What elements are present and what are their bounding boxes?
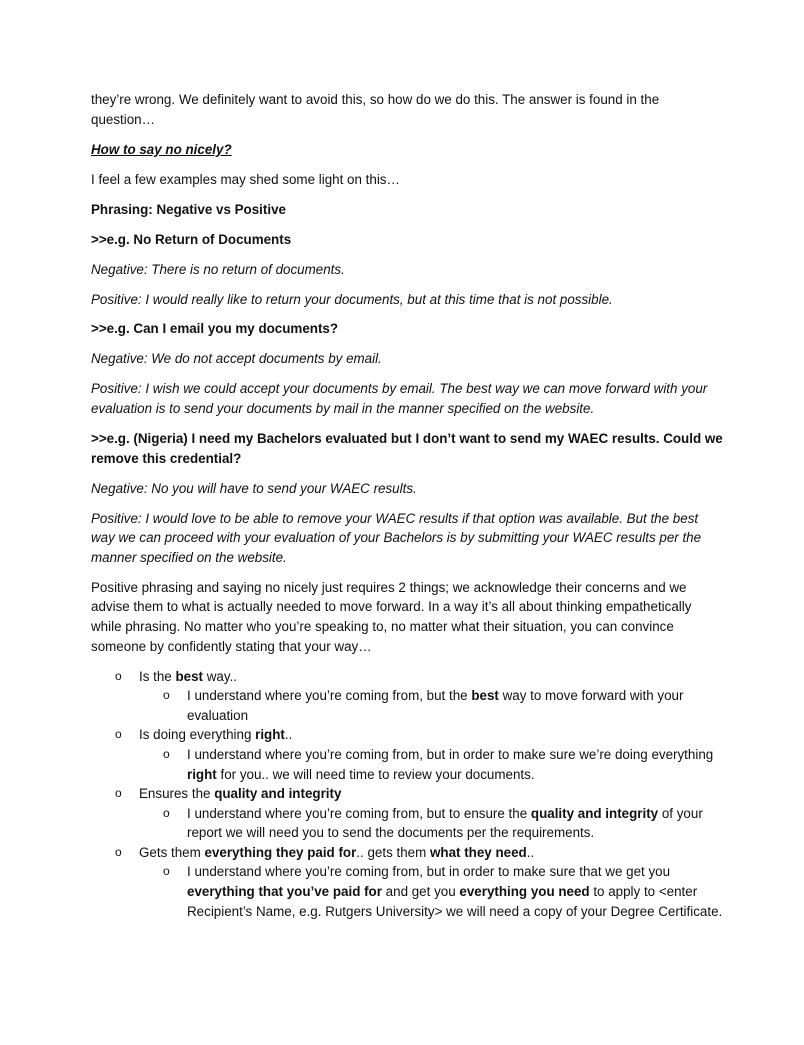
sub-list [139,686,724,725]
sub-list-item: o I understand where you’re coming from, but in order to make sure we’re doing everything right for you.. we will need time to review your documents. [163,746,714,782]
bullet-icon: o [163,864,170,879]
sub-list-item: o I understand where you’re coming from, but the best way to move forward with your evaluation [163,688,684,723]
bullet-icon: o [163,688,170,703]
sub-list [139,745,724,784]
bullet-icon: o [115,727,122,742]
paragraph-intro-continued: they’re wrong. We definitely want to avoid this, so how do we do this. The answer is found in the question… [91,92,660,127]
bullet-icon: o [115,844,122,859]
sub-list-item: o I understand where you’re coming from, but in order to make sure that we get you everything that you’ve paid for and get you everything you need to apply to <enter Recipient’s Name, e.g. Rutgers University> we will need a copy of your Degree Certificate. [163,864,723,919]
paragraph-summary: Positive phrasing and saying no nicely just requires 2 things; we acknowledge their concerns and we advise them to what is actually needed to move forward. In a way it’s all about thinking empathetically while phrasing. No matter who you’re speaking to, no matter what their situation, you can convince someone by confidently stating that your way… [91,579,692,654]
example-3-positive: Positive: I would love to be able to remove your WAEC results if that option was available. But the best way we can proceed with your evaluation of your Bachelors is by submitting your WAEC results per the manner specified on the website. [91,510,702,565]
ways-list [91,667,724,922]
list-item: o Is doing everything right.. o I understand where you’re coming from, but in order to make sure we’re doing everything right for you.. we will need time to review your documents. [91,725,724,784]
sub-list [139,862,724,921]
bullet-icon: o [163,805,170,820]
example-3-negative: Negative: No you will have to send your WAEC results. [91,480,417,496]
example-1-title: >>e.g. No Return of Documents [91,231,292,247]
bullet-icon: o [115,668,122,683]
example-2-negative: Negative: We do not accept documents by email. [91,351,382,367]
example-2-title: >>e.g. Can I email you my documents? [91,321,339,337]
section-heading: How to say no nicely? [91,141,232,157]
sub-list-item: o I understand where you’re coming from, but to ensure the quality and integrity of your report we will need you to send the documents per the requirements. [163,805,703,841]
list-item: o Gets them everything they paid for.. gets them what they need.. o I understand where you’re coming from, but in order to make sure that we get you everything that you’ve paid for and get you everything you need to apply to <enter Recipient’s Name, e.g. Rutgers University> we will need a copy of your Degree Certificate. [91,843,724,921]
list-item: o Is the best way.. o I understand where you’re coming from, but the best way to move forward with your evaluation [91,667,724,726]
example-1-positive: Positive: I would really like to return your documents, but at this time that is not possible. [91,291,613,307]
example-2-positive: Positive: I wish we could accept your documents by email. The best way we can move forward with your evaluation is to send your documents by mail in the manner specified on the website. [91,381,708,417]
paragraph-examples-intro: I feel a few examples may shed some light on this… [91,171,400,187]
phrasing-title: Phrasing: Negative vs Positive [91,201,286,217]
example-3-title: >>e.g. (Nigeria) I need my Bachelors evaluated but I don’t want to send my WAEC results. Could we remove this credential? [91,431,723,466]
bullet-icon: o [115,786,122,801]
bullet-icon: o [163,746,170,761]
sub-list [139,804,724,843]
example-1-negative: Negative: There is no return of documents. [91,261,345,277]
list-item: o Ensures the quality and integrity o I understand where you’re coming from, but to ensure the quality and integrity of your report we will need you to send the documents per the requirements. [91,784,724,843]
